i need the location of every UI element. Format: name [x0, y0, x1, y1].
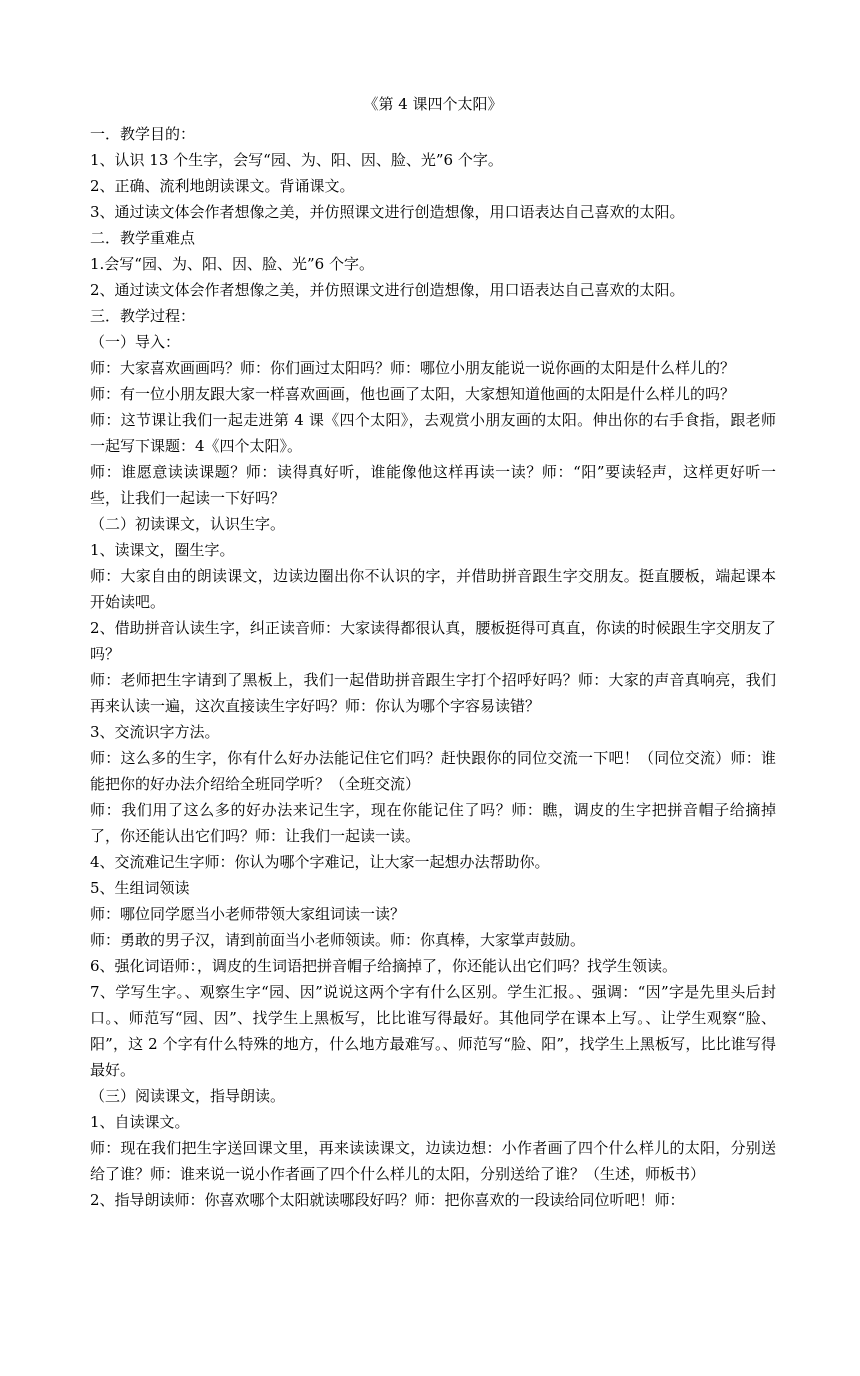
paragraph: 师：谁愿意读读课题？师：读得真好听，谁能像他这样再读一读？师：“阳”要读轻声，这样更好听一些，让我们一起读一下好吗？ [90, 463, 776, 507]
paragraph: （一）导入： [90, 333, 181, 351]
paragraph: 6、强化词语师：，调皮的生词语把拼音帽子给摘掉了，你还能认出它们吗？找学生领读。 [90, 957, 678, 975]
paragraph: 2、指导朗读师：你喜欢哪个太阳就读哪段好吗？师：把你喜欢的一段读给同位听吧！师： [90, 1191, 685, 1209]
paragraph: 1.会写“园、为、阳、因、脸、光”6 个字。 [90, 255, 374, 273]
paragraph: 师：勇敢的男子汉，请到前面当小老师领读。师：你真棒，大家掌声鼓励。 [90, 931, 586, 949]
paragraph: 2、正确、流利地朗读课文。背诵课文。 [90, 177, 355, 195]
paragraph: （二）初读课文，认识生字。 [90, 515, 286, 533]
paragraph: 二．教学重难点 [90, 229, 196, 247]
paragraph: 一．教学目的： [90, 125, 196, 143]
paragraph: 师：我们用了这么多的好办法来记生字，现在你能记住了吗？师：瞧，调皮的生字把拼音帽子给摘掉了，你还能认出它们吗？师：让我们一起读一读。 [90, 801, 776, 845]
paragraph: 2、借助拼音认读生字，纠正读音师：大家读得都很认真，腰板挺得可真直，你读的时候跟生字交朋友了吗？ [90, 619, 776, 663]
paragraph: 2、通过读文体会作者想像之美，并仿照课文进行创造想像，用口语表达自己喜欢的太阳。 [90, 281, 685, 299]
paragraph: 5、生组词领读 [90, 879, 190, 897]
paragraph: 4、交流难记生字师：你认为哪个字难记，让大家一起想办法帮助你。 [90, 853, 550, 871]
paragraph: 师：现在我们把生字送回课文里，再来读读课文，边读边想：小作者画了四个什么样儿的太阳，分别送给了谁？师：谁来说一说小作者画了四个什么样儿的太阳，分别送给了谁？（生述，师板书） [90, 1139, 776, 1183]
document-body [90, 121, 776, 1213]
paragraph: 师：有一位小朋友跟大家一样喜欢画画，他也画了太阳，大家想知道他画的太阳是什么样儿的吗？ [90, 385, 736, 403]
paragraph: 1、认识 13 个生字，会写“园、为、阳、因、脸、光”6 个字。 [90, 151, 503, 169]
paragraph: 师：这么多的生字，你有什么好办法能记住它们吗？赶快跟你的同位交流一下吧！（同位交流）师：谁能把你的好办法介绍给全班同学听？（全班交流） [90, 749, 776, 793]
paragraph: 3、交流识字方法。 [90, 723, 220, 741]
paragraph: 师：这节课让我们一起走进第 4 课《四个太阳》，去观赏小朋友画的太阳。伸出你的右手食指，跟老师一起写下课题：4《四个太阳》。 [90, 411, 776, 455]
paragraph: 师：大家喜欢画画吗？师：你们画过太阳吗？师：哪位小朋友能说一说你画的太阳是什么样儿的？ [90, 359, 736, 377]
paragraph: 7、学写生字。、观察生字“园、因”说说这两个字有什么区别。学生汇报。、强调：“因”字是先里头后封口。、师范写“园、因”、找学生上黑板写，比比谁写得最好。其他同学在课本上写。、让学生观察“脸、阳”，这 2 个字有什么特殊的地方，什么地方最难写。、师范写“脸、阳”，找学生上黑板写，比比谁写得最好。 [90, 983, 776, 1079]
paragraph: 师：大家自由的朗读课文，边读边圈出你不认识的字，并借助拼音跟生字交朋友。挺直腰板，端起课本开始读吧。 [90, 567, 776, 611]
document-title: 《第 4 课四个太阳》 [363, 95, 503, 113]
paragraph: 师：老师把生字请到了黑板上，我们一起借助拼音跟生字打个招呼好吗？师：大家的声音真响亮，我们再来认读一遍，这次直接读生字好吗？师：你认为哪个字容易读错？ [90, 671, 776, 715]
paragraph: （三）阅读课文，指导朗读。 [90, 1087, 286, 1105]
paragraph: 1、读课文，圈生字。 [90, 541, 235, 559]
document-page [90, 93, 776, 1213]
paragraph: 3、通过读文体会作者想像之美，并仿照课文进行创造想像，用口语表达自己喜欢的太阳。 [90, 203, 685, 221]
paragraph: 1、自读课文。 [90, 1113, 190, 1131]
paragraph: 三．教学过程： [90, 307, 196, 325]
paragraph: 师：哪位同学愿当小老师带领大家组词读一读？ [90, 905, 406, 923]
